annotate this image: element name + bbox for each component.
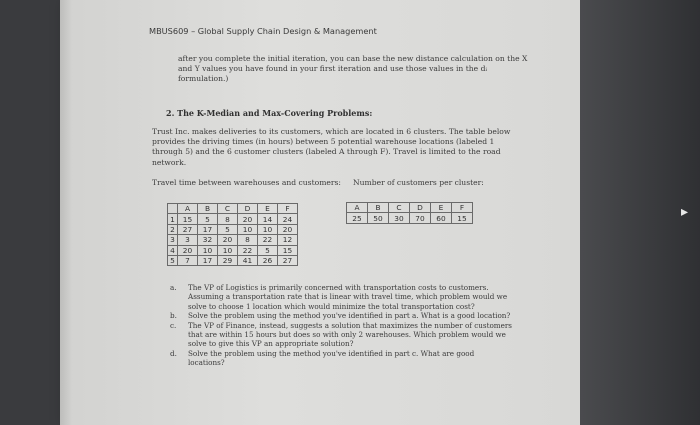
table-cell: 60 (431, 213, 452, 223)
table-cell: 20 (278, 224, 298, 234)
table-cell: 50 (368, 213, 389, 223)
table-cell: 20 (178, 245, 198, 255)
table-cell: 15 (452, 213, 473, 223)
table-cell: 41 (238, 255, 258, 265)
table-cell: 24 (278, 214, 298, 224)
row-label: 1 (168, 214, 178, 224)
table-row (168, 255, 298, 265)
table-cell: 10 (198, 245, 218, 255)
table-cell: 17 (198, 224, 218, 234)
column-header: F (278, 204, 298, 214)
section-heading: 2. The K-Median and Max-Covering Problems: (166, 108, 373, 118)
question-item (168, 321, 513, 349)
table-cell: 3 (178, 235, 198, 245)
table-cell: 26 (258, 255, 278, 265)
table-cell: 8 (218, 214, 238, 224)
row-label: 5 (168, 255, 178, 265)
table-cell: 20 (238, 214, 258, 224)
column-header: A (178, 204, 198, 214)
column-header: B (368, 203, 389, 213)
table-cell: 15 (278, 245, 298, 255)
table-row (168, 245, 298, 255)
question-item (168, 283, 513, 311)
table-cell: 27 (178, 224, 198, 234)
table-cell: 5 (218, 224, 238, 234)
column-header: E (258, 204, 278, 214)
travel-time-label: Travel time between warehouses and customers: (152, 178, 341, 187)
table-cell: 27 (278, 255, 298, 265)
question-text: The VP of Finance, instead, suggests a solution that maximizes the number of customers that are within 15 hours but does so with only 2 warehouses. Which problem would we solve to give this VP an appropriate solution? (188, 320, 512, 349)
column-header: C (218, 204, 238, 214)
table-cell: 10 (258, 224, 278, 234)
travel-time-table (167, 203, 298, 266)
intro-note: after you complete the initial iteration, you can base the new distance calculation on the X and Y values you have found in your first iteration and use those values in the dᵢ formulation.) (178, 54, 528, 84)
table-cell: 30 (389, 213, 410, 223)
table-cell: 17 (198, 255, 218, 265)
corner-cell (168, 204, 178, 214)
table-cell: 22 (258, 235, 278, 245)
table-row (168, 235, 298, 245)
question-text: Solve the problem using the method you've identified in part a. What is a good location? (188, 311, 511, 321)
table-cell: 7 (178, 255, 198, 265)
question-text: Solve the problem using the method you've identified in part c. What are good locations? (188, 348, 475, 368)
table-cell: 5 (258, 245, 278, 255)
table-row (168, 224, 298, 234)
column-header: B (198, 204, 218, 214)
table-cell: 32 (198, 235, 218, 245)
table-cell: 22 (238, 245, 258, 255)
problem-text: Trust Inc. makes deliveries to its customers, which are located in 6 clusters. The table below provides the driving times (in hours) between 5 potential warehouse locations (labeled 1 through 5) and the 6 customer clusters (labeled A through F). Travel is limited to the road network. (152, 127, 511, 167)
row-label: 4 (168, 245, 178, 255)
question-item (168, 349, 513, 368)
page-fold-shadow (60, 0, 72, 425)
customers-table (346, 202, 473, 224)
question-text: The VP of Logistics is primarily concerned with transportation costs to customers. Assuming a transportation rate that is linear with travel time, which problem would we solve to choose 1 location which would minimize the total transportation cost? (188, 283, 508, 311)
table-cell: 15 (178, 214, 198, 224)
table-cell: 8 (238, 235, 258, 245)
table-cell: 25 (347, 213, 368, 223)
table-row (347, 213, 473, 223)
table-cell: 20 (218, 235, 238, 245)
column-header: D (238, 204, 258, 214)
table-cell: 12 (278, 235, 298, 245)
row-label: 3 (168, 235, 178, 245)
table-cell: 29 (218, 255, 238, 265)
row-label: 2 (168, 224, 178, 234)
question-letter: a. (170, 283, 177, 292)
column-header: D (410, 203, 431, 213)
table-cell: 5 (198, 214, 218, 224)
question-item (168, 311, 513, 320)
chevron-right-icon: ▸ (681, 204, 689, 220)
question-list (168, 283, 513, 368)
table-row (168, 214, 298, 224)
customers-label: Number of customers per cluster: (353, 178, 484, 187)
column-header: E (431, 203, 452, 213)
table-cell: 14 (258, 214, 278, 224)
column-header: A (347, 203, 368, 213)
table-cell: 10 (218, 245, 238, 255)
table-cell: 10 (238, 224, 258, 234)
question-letter: d. (170, 348, 177, 358)
question-letter: c. (170, 320, 177, 330)
column-header: F (452, 203, 473, 213)
column-header: C (389, 203, 410, 213)
course-title: MBUS609 – Global Supply Chain Design & Management (149, 26, 377, 36)
table-header-row (347, 203, 473, 213)
question-letter: b. (170, 311, 177, 321)
table-cell: 70 (410, 213, 431, 223)
table-header-row (168, 204, 298, 214)
